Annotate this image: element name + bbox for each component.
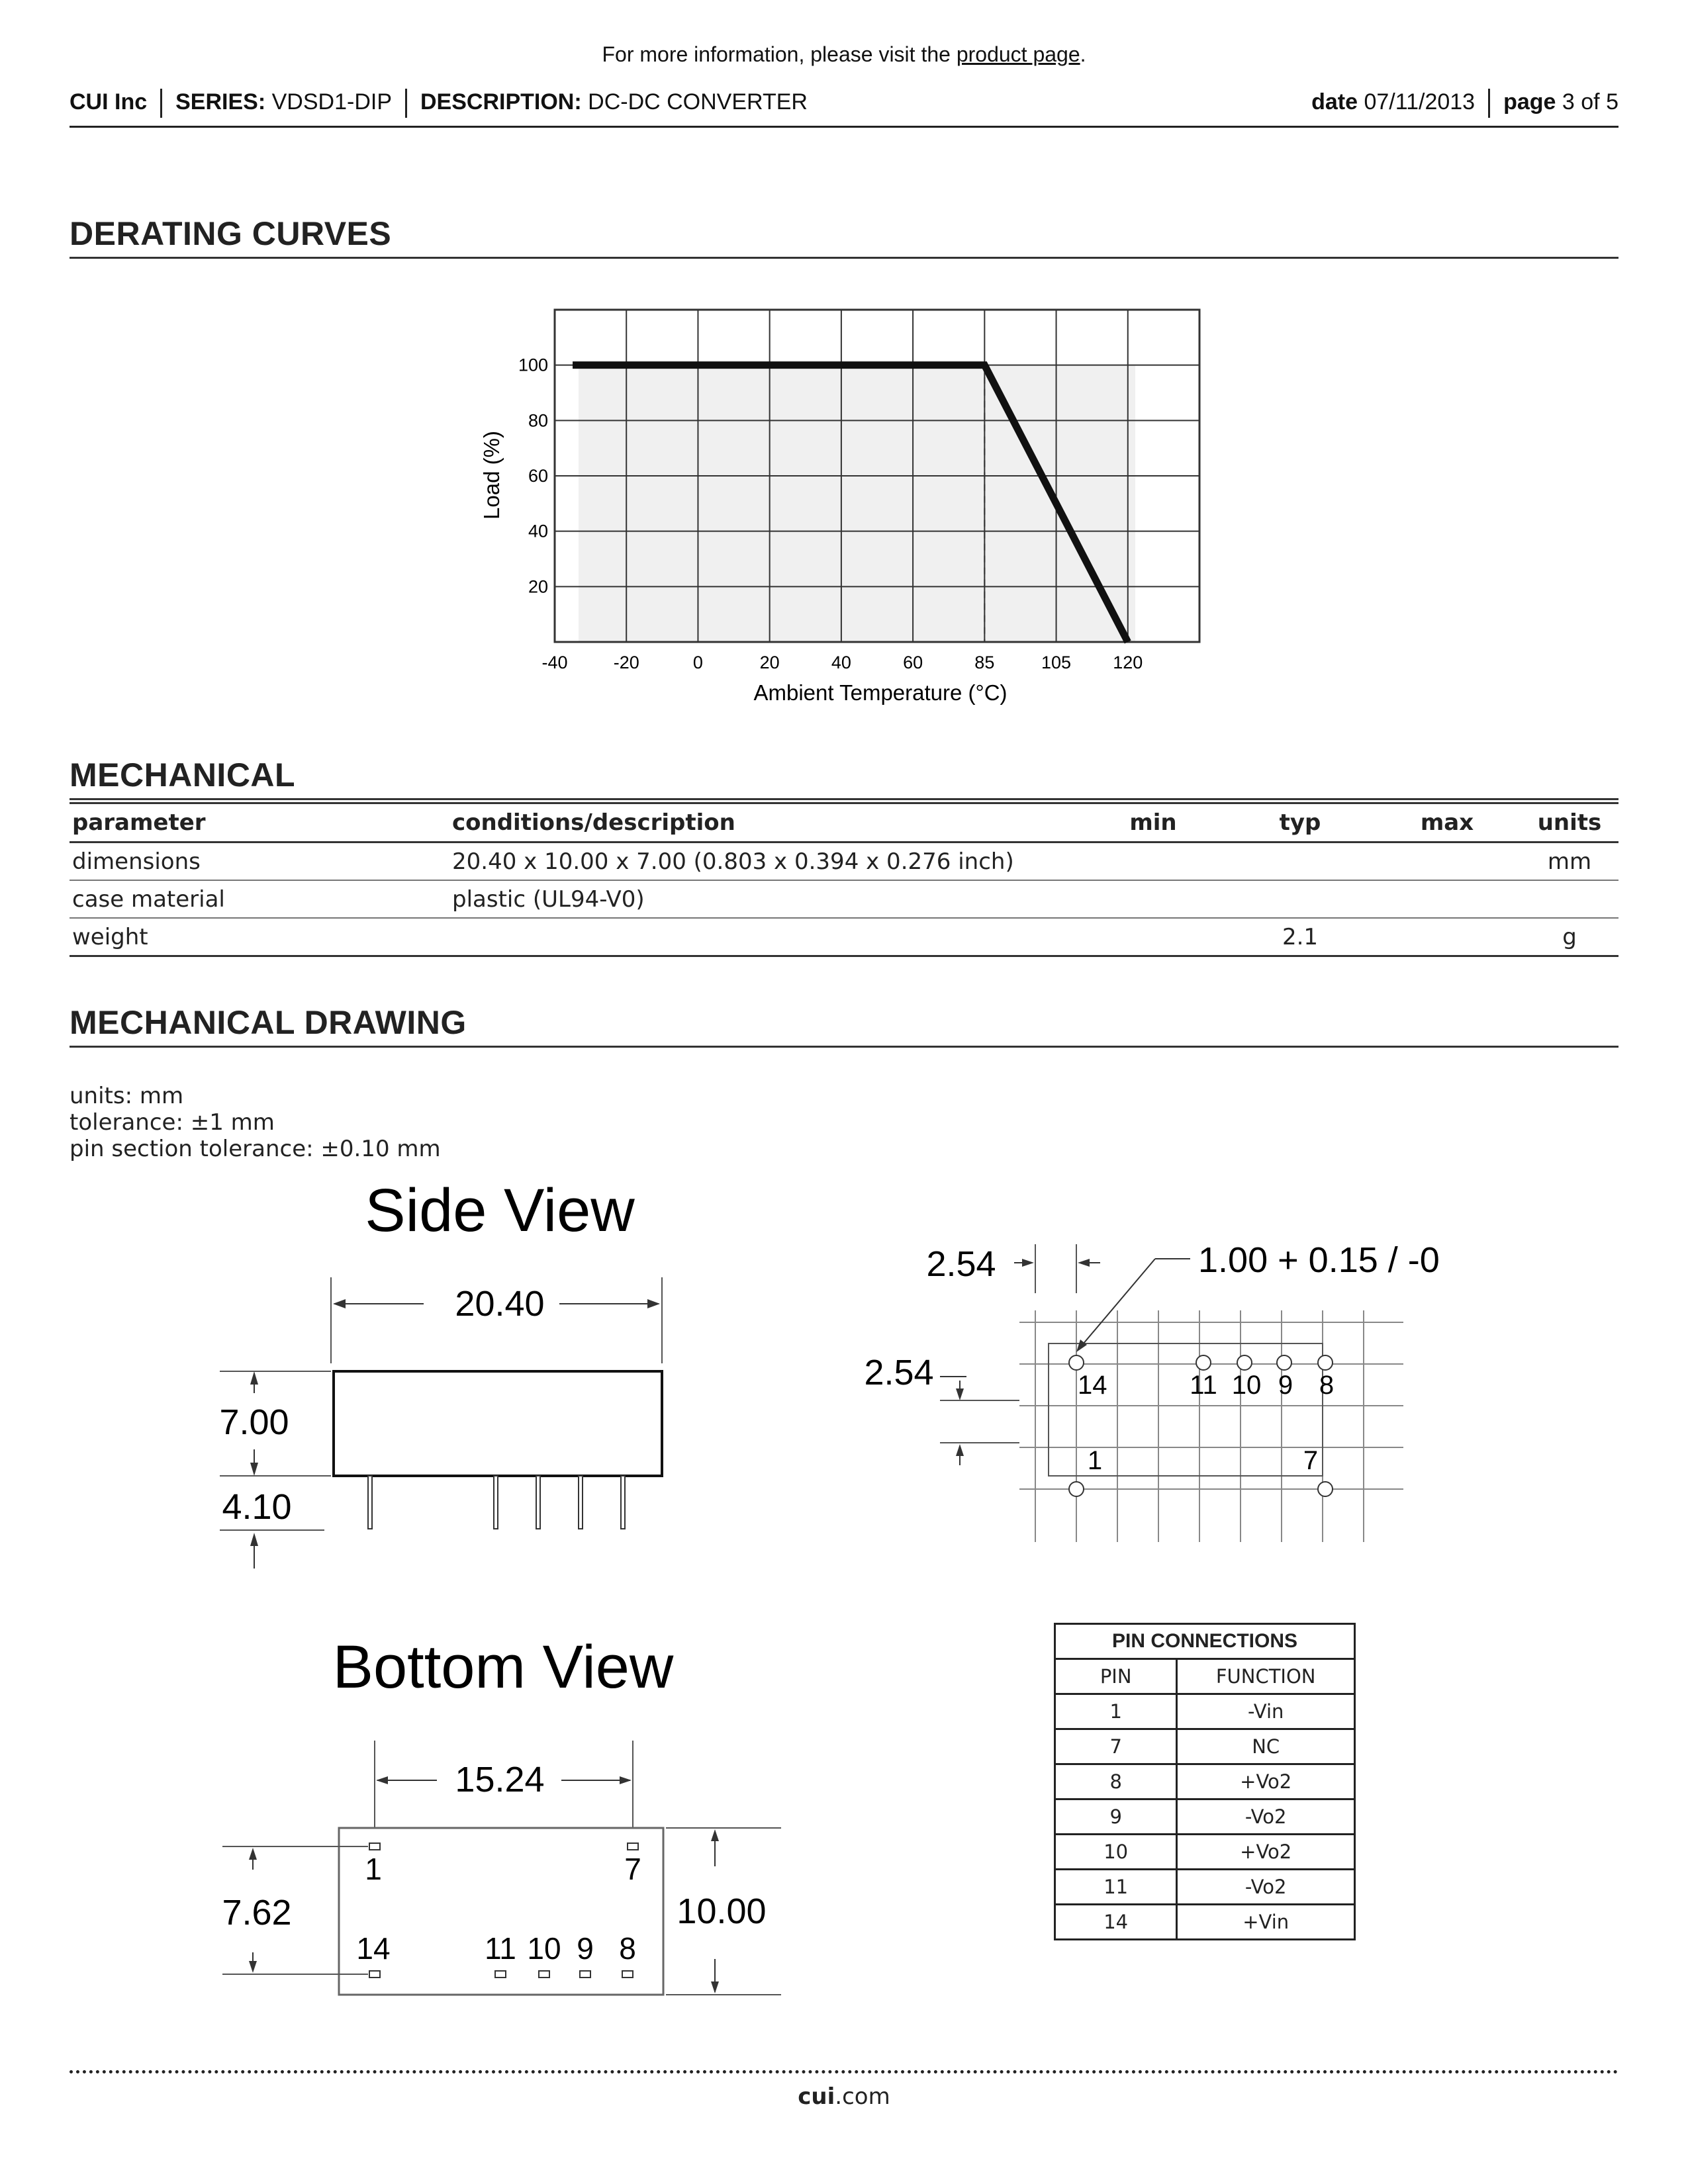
top-note-prefix: For more information, please visit the: [602, 42, 957, 66]
col-conditions: conditions/description: [449, 803, 1080, 842]
table-cell: mm: [1521, 842, 1618, 881]
hole-pin-1: [1069, 1482, 1084, 1496]
table-cell: +Vo2: [1177, 1835, 1355, 1870]
bottom-pin-label: 7: [624, 1852, 641, 1886]
description-value: DC-DC CONVERTER: [588, 89, 808, 114]
chart-y-tick-label: 40: [528, 521, 548, 541]
table-cell: -Vo2: [1177, 1799, 1355, 1835]
table-cell: +Vo2: [1177, 1764, 1355, 1799]
table-cell: [449, 918, 1080, 956]
grid-pin-label: 10: [1231, 1371, 1262, 1400]
table-row: [70, 880, 1618, 918]
chart-x-tick-label: 120: [1113, 653, 1143, 672]
chart-x-tick-label: -20: [613, 653, 639, 672]
chart-x-tick-label: -40: [541, 653, 568, 672]
table-cell: 9: [1055, 1799, 1177, 1835]
chart-x-tick-label: 85: [974, 653, 995, 672]
section-derating-curves: DERATING CURVES: [70, 214, 1618, 259]
grid-pin-label: 8: [1319, 1371, 1335, 1400]
function-col-header: FUNCTION: [1177, 1659, 1355, 1694]
hole-pin-9: [1277, 1355, 1291, 1370]
table-cell: case material: [70, 880, 449, 918]
table-row: [1055, 1835, 1355, 1870]
table-row: [1055, 1905, 1355, 1940]
table-cell: 14: [1055, 1905, 1177, 1940]
derating-chart: [0, 0, 1688, 728]
table-cell: [1374, 918, 1521, 956]
table-cell: [1227, 842, 1374, 881]
col-units: units: [1521, 803, 1618, 842]
chart-x-ticks: [541, 653, 1143, 672]
side-view-title: Side View: [365, 1177, 635, 1244]
chart-x-tick-label: 40: [831, 653, 851, 672]
table-cell: 10: [1055, 1835, 1177, 1870]
table-cell: 2.1: [1227, 918, 1374, 956]
table-cell: dimensions: [70, 842, 449, 881]
pin-col-header: PIN: [1055, 1659, 1177, 1694]
bottom-pin-label: 11: [485, 1931, 516, 1966]
bottom-pin-label: 14: [356, 1931, 391, 1966]
chart-y-tick-label: 100: [518, 355, 548, 375]
table-row: [1055, 1870, 1355, 1905]
table-cell: +Vin: [1177, 1905, 1355, 1940]
col-min: min: [1080, 803, 1227, 842]
table-row: [70, 918, 1618, 956]
col-parameter: parameter: [70, 803, 449, 842]
bottom-row-spacing-dim: 7.62: [222, 1893, 292, 1933]
table-cell: 8: [1055, 1764, 1177, 1799]
series-label: SERIES:: [175, 89, 266, 114]
bottom-pin-label: 8: [619, 1931, 636, 1966]
col-typ: typ: [1227, 803, 1374, 842]
table-cell: plastic (UL94-V0): [449, 880, 1080, 918]
hole-pin-11: [1196, 1355, 1211, 1370]
table-cell: [1374, 880, 1521, 918]
table-cell: weight: [70, 918, 449, 956]
page-value: 3 of 5: [1562, 89, 1618, 114]
table-row: [1055, 1799, 1355, 1835]
chart-x-label: Ambient Temperature (°C): [753, 680, 1008, 705]
bottom-view-drawing: [199, 1628, 821, 2012]
col-max: max: [1374, 803, 1521, 842]
section-mechanical: MECHANICAL: [70, 756, 1618, 800]
date-value: 07/11/2013: [1364, 89, 1476, 114]
table-cell: [1227, 880, 1374, 918]
side-length-dim: 20.40: [455, 1284, 545, 1324]
hole-pattern-drawing: [854, 1231, 1489, 1542]
pin-tolerance-note: pin section tolerance: ±0.10 mm: [70, 1136, 441, 1162]
hole-diameter-dim: [1198, 1240, 1440, 1280]
footer-brand: cui: [798, 2083, 835, 2110]
chart-y-tick-label: 20: [528, 576, 548, 597]
footer-rule: [70, 2070, 1618, 2073]
pitch-h-dim: 2.54: [926, 1244, 996, 1284]
drawing-notes: [70, 1083, 441, 1162]
bottom-width-dim: 15.24: [455, 1760, 545, 1799]
grid-pin-label: 7: [1303, 1446, 1319, 1475]
table-row: [1055, 1729, 1355, 1764]
table-cell: 1: [1055, 1694, 1177, 1729]
table-cell: [1080, 842, 1227, 881]
hole-pin-14: [1069, 1355, 1084, 1370]
hole-pin-8: [1318, 1355, 1333, 1370]
bottom-pin-label: 1: [365, 1852, 382, 1886]
footer-domain: .com: [835, 2083, 890, 2110]
side-view-body: [334, 1371, 662, 1476]
table-cell: g: [1521, 918, 1618, 956]
chart-y-tick-label: 80: [528, 410, 548, 431]
side-pin-length-dim: 4.10: [222, 1487, 292, 1527]
top-note-suffix: .: [1080, 42, 1086, 66]
chart-x-tick-label: 105: [1041, 653, 1072, 672]
description-label: DESCRIPTION:: [420, 89, 582, 114]
bottom-pin-label: 9: [577, 1931, 594, 1966]
page-label: page: [1503, 89, 1556, 114]
hole-pin-10: [1237, 1355, 1252, 1370]
hole-grid: [1019, 1310, 1403, 1542]
chart-y-ticks: [518, 355, 548, 597]
side-view-drawing: [199, 1165, 702, 1588]
chart-x-tick-label: 20: [759, 653, 780, 672]
table-cell: [1374, 842, 1521, 881]
mechanical-table: [70, 802, 1618, 957]
date-label: date: [1311, 89, 1358, 114]
section-mechanical-drawing: MECHANICAL DRAWING: [70, 1003, 1618, 1048]
table-cell: 7: [1055, 1729, 1177, 1764]
bottom-view-body: [339, 1828, 663, 1995]
pin-connections-title: PIN CONNECTIONS: [1055, 1624, 1355, 1659]
chart-area-fill: [579, 365, 1135, 642]
grid-pin-label: 9: [1278, 1371, 1293, 1400]
mechanical-table-header: [70, 803, 1618, 842]
chart-y-label: Load (%): [479, 431, 504, 520]
table-cell: 20.40 x 10.00 x 7.00 (0.803 x 0.394 x 0.276 inch): [449, 842, 1080, 881]
chart-y-tick-label: 60: [528, 466, 548, 486]
table-cell: NC: [1177, 1729, 1355, 1764]
chart-x-tick-label: 60: [903, 653, 923, 672]
hole-pin-7: [1318, 1482, 1333, 1496]
table-row: [1055, 1694, 1355, 1729]
hole-diameter-value: 1.00: [1198, 1240, 1268, 1280]
chart-x-tick-label: 0: [692, 653, 703, 672]
tolerance-note: tolerance: ±1 mm: [70, 1109, 275, 1136]
grid-pin-label: 14: [1078, 1371, 1107, 1400]
bottom-view-title: Bottom View: [332, 1633, 674, 1701]
series-value: VDSD1-DIP: [271, 89, 392, 114]
table-cell: -Vo2: [1177, 1870, 1355, 1905]
table-row: [70, 842, 1618, 881]
hole-tolerance-value: + 0.15 / -0: [1278, 1240, 1440, 1280]
grid-pin-label: 11: [1190, 1371, 1217, 1400]
grid-pin-label: 1: [1087, 1446, 1103, 1475]
table-cell: -Vin: [1177, 1694, 1355, 1729]
bottom-body-width-dim: 10.00: [677, 1891, 767, 1931]
table-cell: 11: [1055, 1870, 1177, 1905]
table-cell: [1080, 880, 1227, 918]
table-cell: [1521, 880, 1618, 918]
company-name: CUI Inc: [70, 89, 148, 114]
units-note: units: mm: [70, 1083, 184, 1109]
bottom-pin-label: 10: [527, 1931, 561, 1966]
footer-link[interactable]: [0, 2083, 1688, 2110]
table-row: [1055, 1764, 1355, 1799]
side-height-dim: 7.00: [219, 1402, 289, 1442]
product-page-link[interactable]: product page: [956, 42, 1080, 66]
table-cell: [1080, 918, 1227, 956]
pin-connections-table: [1054, 1623, 1356, 1940]
pitch-v-dim: 2.54: [864, 1353, 934, 1392]
